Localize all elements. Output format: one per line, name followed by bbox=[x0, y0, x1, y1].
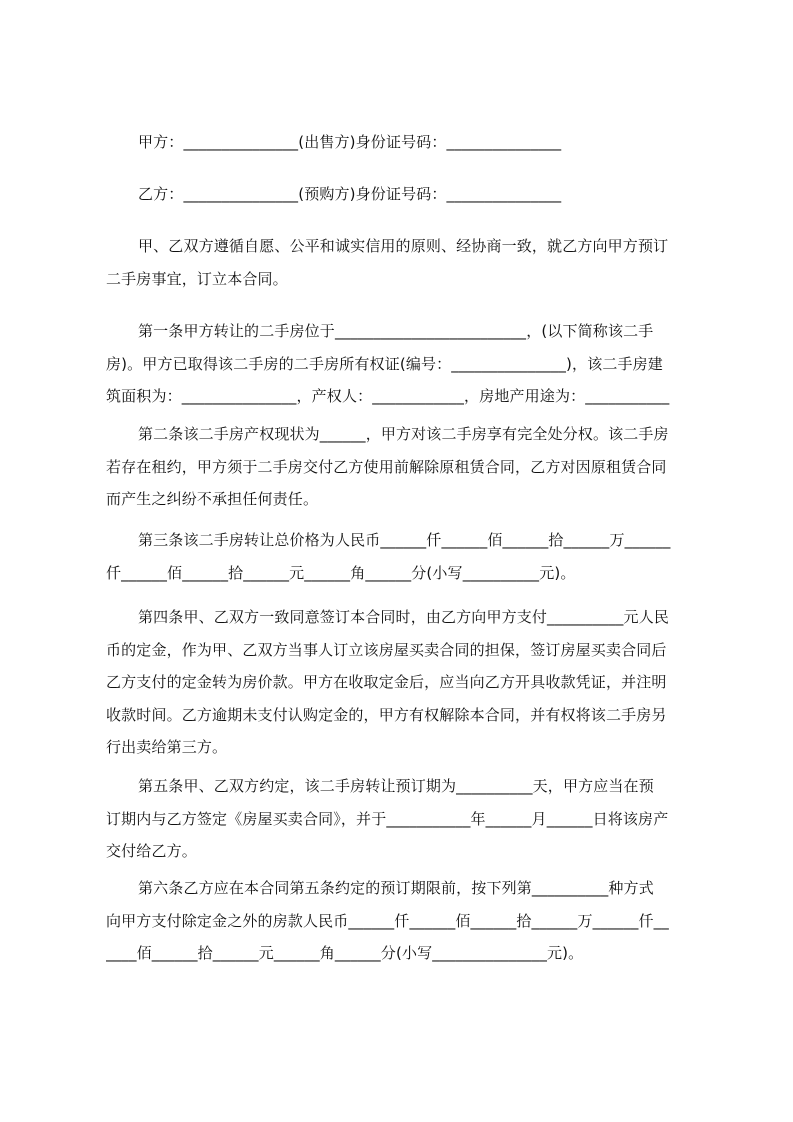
text-line: 第四条甲、乙双方一致同意签订本合同时，由乙方向甲方支付__________元人民 bbox=[138, 608, 670, 626]
text-line: 乙方支付的定金转为房价款。甲方在收取定金后，应当向乙方开具收款凭证，并注明 bbox=[106, 673, 667, 691]
article-3-paragraph bbox=[106, 524, 702, 589]
text-line: 房)。甲方已取得该二手房的二手房所有权证(编号：_______________)，该二手房建 bbox=[106, 354, 663, 373]
article-5-paragraph bbox=[106, 770, 702, 868]
text-line: 甲方：_______________(出售方)身份证号码：_______________ bbox=[138, 133, 562, 151]
party-a-paragraph bbox=[106, 126, 702, 159]
article-1-paragraph bbox=[106, 315, 702, 413]
text-line: 第五条甲、乙双方约定，该二手房转让预订期为__________天，甲方应当在预 bbox=[138, 777, 654, 795]
text-line: 而产生之纠纷不承担任何责任。 bbox=[106, 490, 319, 508]
text-line: 仟______佰______拾______元______角______分(小写__________元)。 bbox=[106, 563, 576, 582]
text-line: 第二条该二手房产权现状为______，甲方对该二手房享有完全处分权。该二手房 bbox=[138, 425, 669, 443]
article-4-paragraph bbox=[106, 601, 702, 764]
text-line: 币的定金，作为甲、乙双方当事人订立该房屋买卖合同的担保，签订房屋买卖合同后 bbox=[106, 640, 667, 659]
text-line: 行出卖给第三方。 bbox=[106, 738, 228, 756]
text-line: 交付给乙方。 bbox=[106, 842, 197, 860]
text-line: 第一条甲方转让的二手房位于_________________________，(以下简称该二手 bbox=[138, 322, 654, 340]
text-line: 二手房事宜，订立本合同。 bbox=[106, 269, 288, 288]
text-line: 收款时间。乙方逾期未支付认购定金的，甲方有权解除本合同，并有权将该二手房另 bbox=[106, 705, 667, 724]
preamble-paragraph bbox=[106, 230, 702, 295]
article-6-paragraph bbox=[106, 872, 702, 970]
text-line: 向甲方支付除定金之外的房款人民币______仟______佰______拾______万______仟__ bbox=[106, 911, 669, 930]
text-line: 若存在租约，甲方须于二手房交付乙方使用前解除原租赁合同，乙方对因原租赁合同 bbox=[106, 457, 667, 476]
text-line: 甲、乙双方遵循自愿、公平和诚实信用的原则、经协商一致，就乙方向甲方预订 bbox=[138, 237, 669, 255]
text-line: 乙方：_______________(预购方)身份证号码：_______________ bbox=[138, 185, 562, 203]
text-line: 第六条乙方应在本合同第五条约定的预订期限前，按下列第__________种方式 bbox=[138, 879, 654, 897]
text-line: 订期内与乙方签定《房屋买卖合同》，并于___________年______月______日将该房产 bbox=[106, 809, 669, 828]
text-line: 筑面积为：_______________，产权人：____________，房地产用途为：___________ bbox=[106, 387, 670, 405]
text-line: 第三条该二手房转让总价格为人民币______仟______佰______拾______万______ bbox=[138, 531, 671, 549]
party-b-paragraph bbox=[106, 178, 702, 211]
text-line: ____佰______拾______元______角______分(小写_______________元)。 bbox=[106, 944, 584, 962]
article-2-paragraph bbox=[106, 418, 702, 516]
